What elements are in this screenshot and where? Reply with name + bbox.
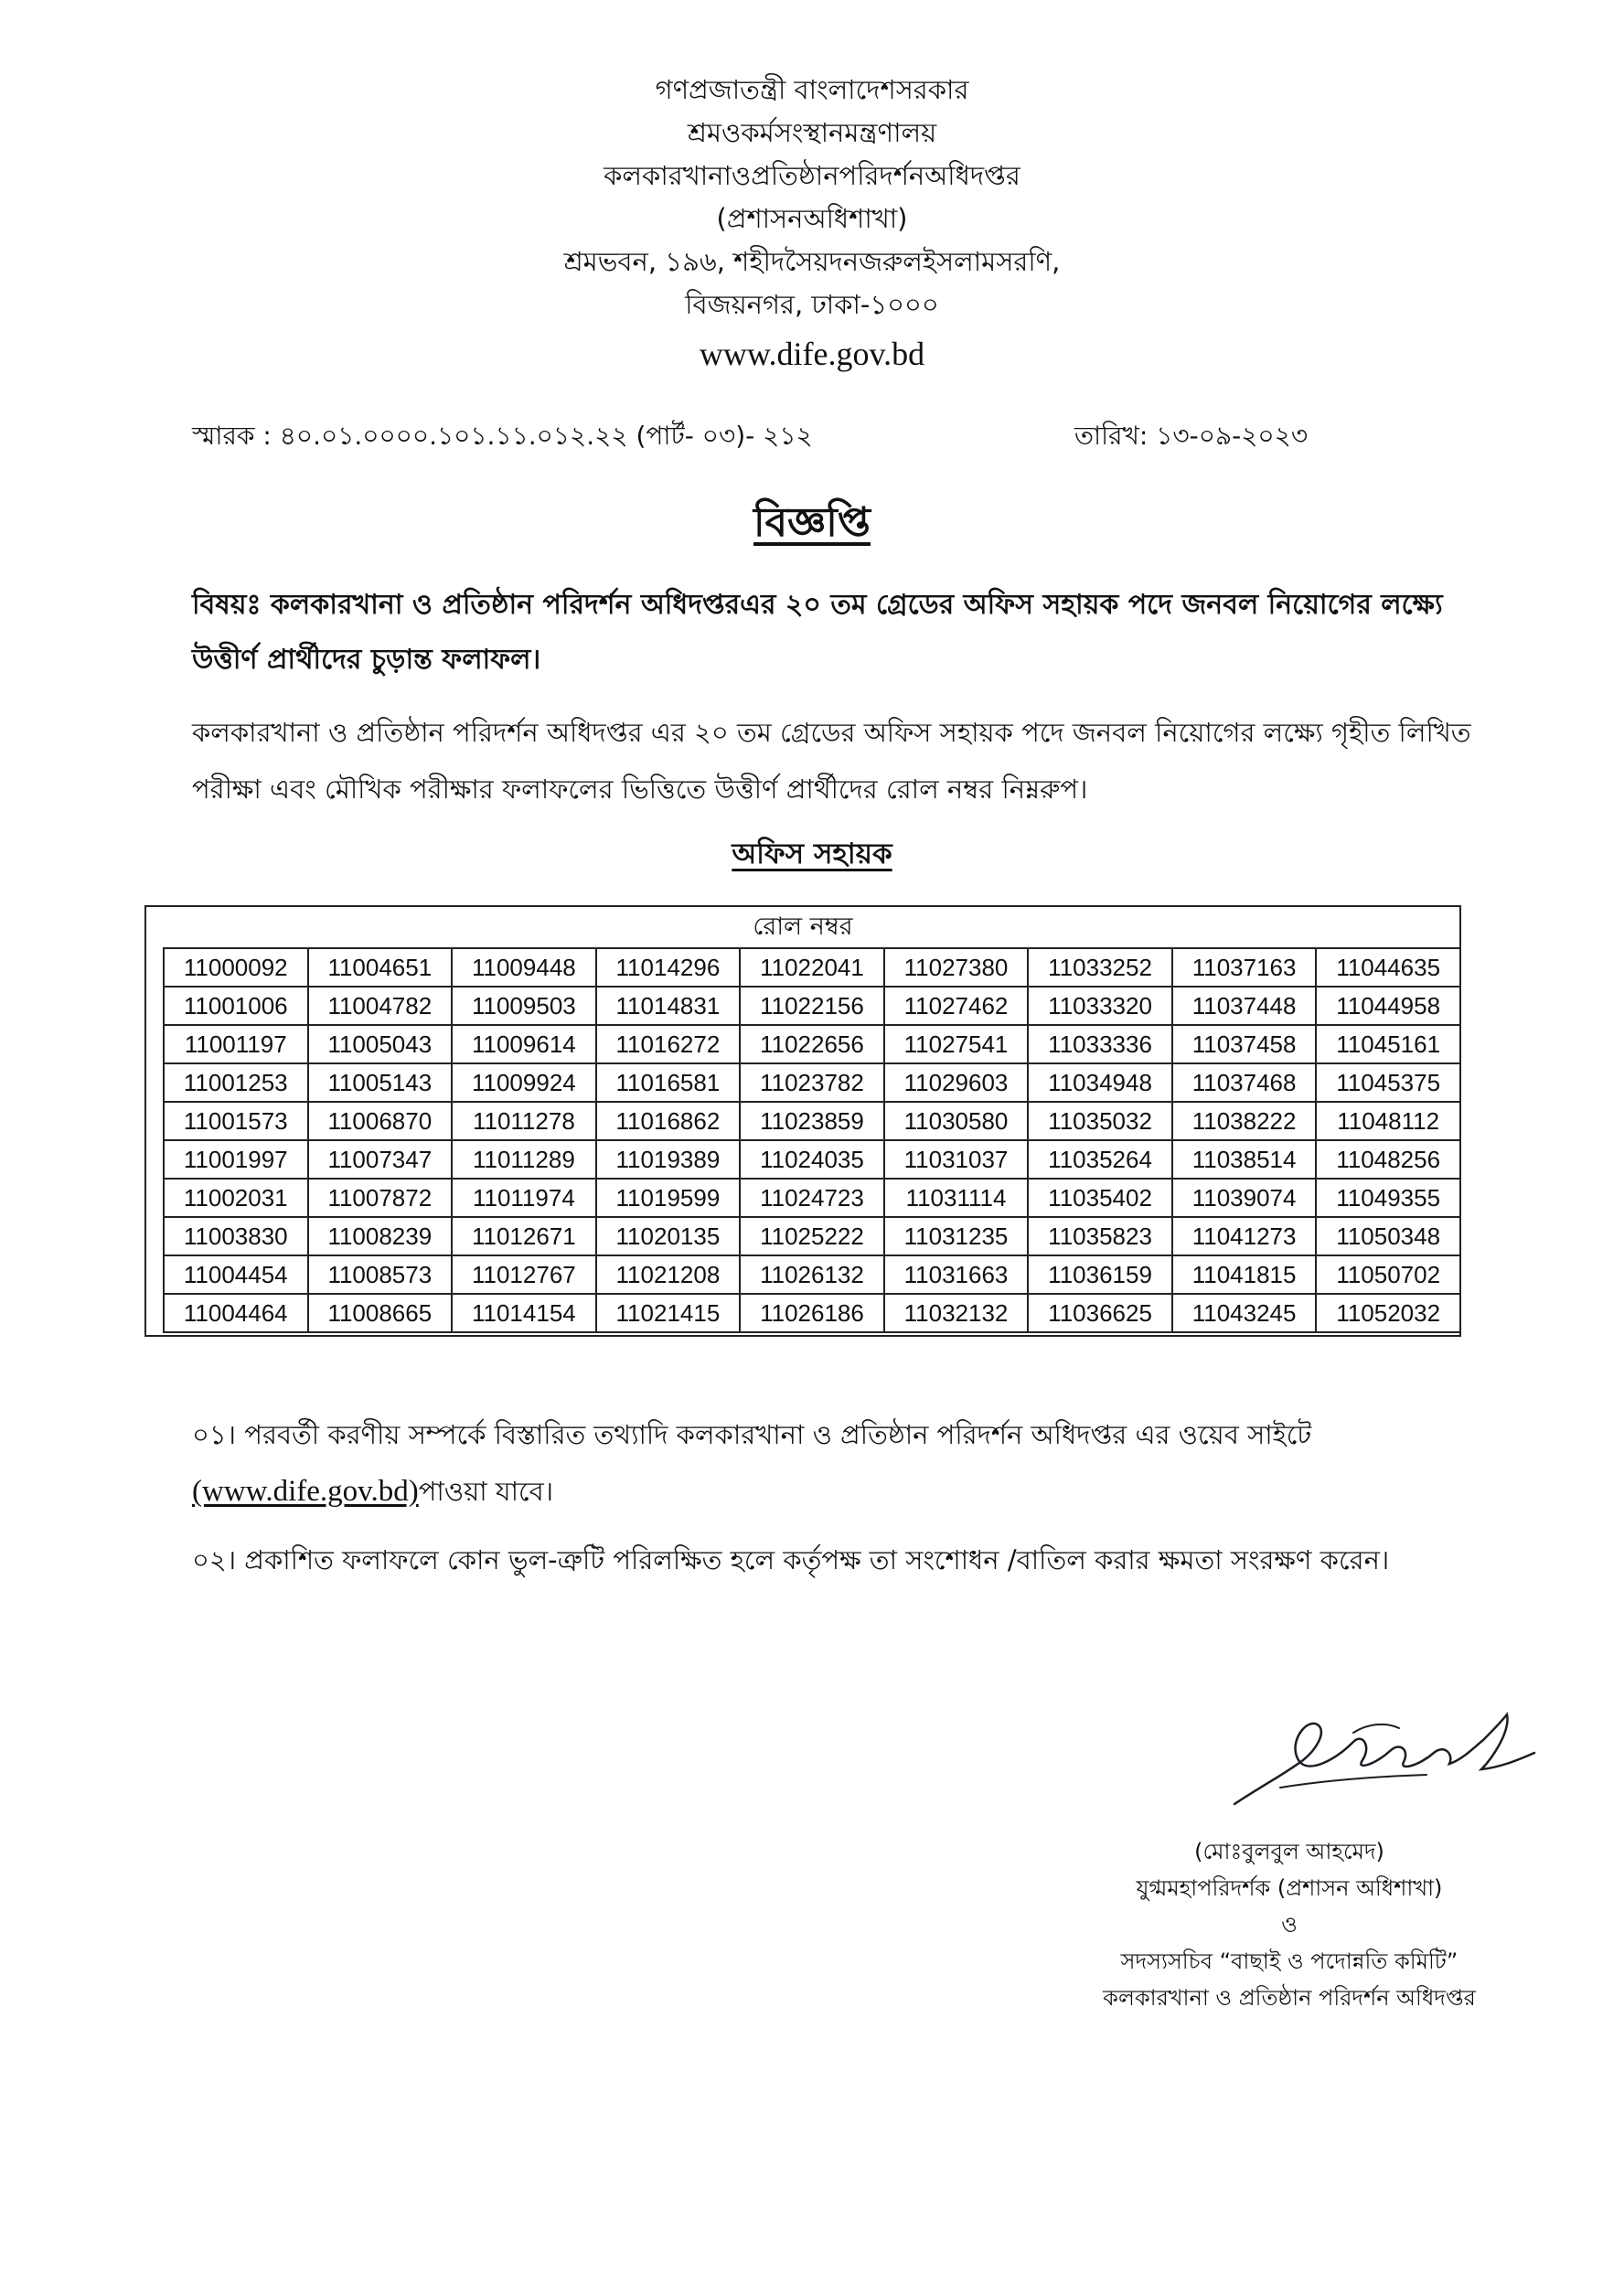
roll-number-caption: রোল নম্বর bbox=[753, 913, 853, 941]
roll-number-cell: 11045375 bbox=[1316, 1063, 1460, 1102]
roll-number-cell: 11044635 bbox=[1316, 948, 1460, 987]
roll-number-cell: 11001573 bbox=[164, 1102, 308, 1140]
roll-number-cell: 11035264 bbox=[1028, 1140, 1172, 1179]
roll-number-cell: 11041815 bbox=[1172, 1255, 1317, 1294]
roll-number-cell: 11036159 bbox=[1028, 1255, 1172, 1294]
signatory-committee-role: সদস্যসচিব “বাছাই ও পদোন্নতি কমিটি” bbox=[1120, 1949, 1458, 1974]
roll-number-cell: 11008665 bbox=[308, 1294, 453, 1332]
roll-number-cell: 11014154 bbox=[452, 1294, 596, 1332]
notice-title bbox=[0, 492, 1624, 559]
roll-number-table bbox=[163, 947, 1461, 1333]
memo-reference: স্মারক : ৪০.০১.০০০০.১০১.১১.০১২.২২ (পার্ট- ০৩)- ২১২ bbox=[192, 421, 813, 451]
letterhead-wing: (প্রশাসনঅধিশাখা) bbox=[716, 203, 908, 234]
roll-number-cell: 11008573 bbox=[308, 1255, 453, 1294]
roll-number-cell: 11041273 bbox=[1172, 1217, 1317, 1255]
roll-number-cell: 11037458 bbox=[1172, 1025, 1317, 1063]
roll-number-cell: 11022656 bbox=[740, 1025, 884, 1063]
note-1-tail: পাওয়া যাবে। bbox=[418, 1476, 554, 1507]
roll-number-cell: 11011974 bbox=[452, 1179, 596, 1217]
roll-number-cell: 11050702 bbox=[1316, 1255, 1460, 1294]
roll-number-cell: 11022156 bbox=[740, 987, 884, 1025]
roll-number-cell: 11014831 bbox=[596, 987, 741, 1025]
roll-number-cell: 11019389 bbox=[596, 1140, 741, 1179]
roll-number-cell: 11032132 bbox=[884, 1294, 1029, 1332]
roll-number-cell: 11009924 bbox=[452, 1063, 596, 1102]
signatory-office: কলকারখানা ও প্রতিষ্ঠান পরিদর্শন অধিদপ্তর bbox=[1103, 1985, 1476, 2011]
roll-number-cell: 11031663 bbox=[884, 1255, 1029, 1294]
roll-number-cell: 11009614 bbox=[452, 1025, 596, 1063]
roll-number-cell: 11020135 bbox=[596, 1217, 741, 1255]
table-heading bbox=[0, 832, 1624, 880]
roll-number-cell: 11004782 bbox=[308, 987, 453, 1025]
roll-number-cell: 11034948 bbox=[1028, 1063, 1172, 1102]
roll-number-cell: 11025222 bbox=[740, 1217, 884, 1255]
roll-number-cell: 11001253 bbox=[164, 1063, 308, 1102]
roll-number-cell: 11022041 bbox=[740, 948, 884, 987]
roll-number-cell: 11049355 bbox=[1316, 1179, 1460, 1217]
roll-number-cell: 11035823 bbox=[1028, 1217, 1172, 1255]
table-row bbox=[164, 1217, 1460, 1255]
roll-number-table-box bbox=[144, 905, 1461, 1337]
signatory-designation: যুগ্মমহাপরিদর্শক (প্রশাসন অধিশাখা) bbox=[1136, 1875, 1443, 1901]
table-heading-text: অফিস সহায়ক bbox=[732, 838, 892, 870]
roll-number-cell: 11037163 bbox=[1172, 948, 1317, 987]
memo-date: তারিখ: ১৩-০৯-২০২৩ bbox=[1074, 421, 1309, 451]
roll-number-cell: 11019599 bbox=[596, 1179, 741, 1217]
roll-number-cell: 11023859 bbox=[740, 1102, 884, 1140]
letterhead-city: বিজয়নগর, ঢাকা-১০০০ bbox=[685, 289, 939, 320]
roll-number-cell: 11007872 bbox=[308, 1179, 453, 1217]
roll-number-cell: 11037468 bbox=[1172, 1063, 1317, 1102]
note-1 bbox=[192, 1406, 1490, 1520]
roll-number-cell: 11038514 bbox=[1172, 1140, 1317, 1179]
roll-number-cell: 11027462 bbox=[884, 987, 1029, 1025]
roll-number-cell: 11001997 bbox=[164, 1140, 308, 1179]
letterhead bbox=[0, 69, 1624, 381]
roll-number-cell: 11027541 bbox=[884, 1025, 1029, 1063]
roll-number-cell: 11027380 bbox=[884, 948, 1029, 987]
roll-number-cell: 11030580 bbox=[884, 1102, 1029, 1140]
table-row bbox=[164, 987, 1460, 1025]
roll-number-cell: 11026186 bbox=[740, 1294, 884, 1332]
roll-number-cell: 11006870 bbox=[308, 1102, 453, 1140]
roll-number-cell: 11024723 bbox=[740, 1179, 884, 1217]
roll-number-cell: 11035402 bbox=[1028, 1179, 1172, 1217]
roll-number-cell: 11033320 bbox=[1028, 987, 1172, 1025]
notice-title-text: বিজ্ঞপ্তি bbox=[753, 499, 871, 546]
roll-number-cell: 11044958 bbox=[1316, 987, 1460, 1025]
roll-number-cell: 11012767 bbox=[452, 1255, 596, 1294]
roll-number-cell: 11012671 bbox=[452, 1217, 596, 1255]
roll-number-cell: 11009448 bbox=[452, 948, 596, 987]
roll-number-cell: 11014296 bbox=[596, 948, 741, 987]
letterhead-address: শ্রমভবন, ১৯৬, শহীদসৈয়দনজরুলইসলামসরণি, bbox=[563, 246, 1061, 277]
roll-number-cell: 11016581 bbox=[596, 1063, 741, 1102]
note-1-text: ০১। পরবর্তী করণীয় সম্পর্কে বিস্তারিত তথ্যাদি কলকারখানা ও প্রতিষ্ঠান পরিদর্শন অধিদপ্তর এর ওয়েব সাইটে bbox=[192, 1419, 1312, 1450]
roll-number-cell: 11031037 bbox=[884, 1140, 1029, 1179]
signatory-name: (মোঃবুলবুল আহমেদ) bbox=[1194, 1839, 1384, 1864]
note-1-link[interactable]: (www.dife.gov.bd) bbox=[192, 1475, 419, 1508]
signatory-conjunction: ও bbox=[1281, 1912, 1298, 1938]
table-row bbox=[164, 1140, 1460, 1179]
roll-number-cell: 11043245 bbox=[1172, 1294, 1317, 1332]
roll-number-cell: 11008239 bbox=[308, 1217, 453, 1255]
roll-number-cell: 11007347 bbox=[308, 1140, 453, 1179]
table-row bbox=[164, 1294, 1460, 1332]
roll-number-cell: 11003830 bbox=[164, 1217, 308, 1255]
roll-number-cell: 11026132 bbox=[740, 1255, 884, 1294]
table-row bbox=[164, 1025, 1460, 1063]
roll-number-cell: 11033336 bbox=[1028, 1025, 1172, 1063]
roll-number-cell: 11024035 bbox=[740, 1140, 884, 1179]
roll-number-cell: 11011289 bbox=[452, 1140, 596, 1179]
table-row bbox=[164, 1255, 1460, 1294]
roll-number-cell: 11023782 bbox=[740, 1063, 884, 1102]
table-row bbox=[164, 948, 1460, 987]
roll-number-cell: 11035032 bbox=[1028, 1102, 1172, 1140]
table-row bbox=[164, 1102, 1460, 1140]
roll-number-cell: 11048256 bbox=[1316, 1140, 1460, 1179]
roll-number-cell: 11005143 bbox=[308, 1063, 453, 1102]
roll-number-cell: 11031235 bbox=[884, 1217, 1029, 1255]
table-row bbox=[164, 1063, 1460, 1102]
subject-line: বিষয়ঃ কলকারখানা ও প্রতিষ্ঠান পরিদর্শন অধিদপ্তরএর ২০ তম গ্রেডের অফিস সহায়ক পদে জনবল নিয়োগের লক্ষ্যে উত্তীর্ণ প্রার্থীদের চুড়ান্ত ফলাফল। bbox=[192, 589, 1443, 676]
roll-number-cell: 11004464 bbox=[164, 1294, 308, 1332]
letterhead-department: কলকারখানাওপ্রতিষ্ঠানপরিদর্শনঅধিদপ্তর bbox=[604, 160, 1020, 191]
roll-number-cell: 11016862 bbox=[596, 1102, 741, 1140]
roll-number-cell: 11036625 bbox=[1028, 1294, 1172, 1332]
roll-number-cell: 11001197 bbox=[164, 1025, 308, 1063]
roll-number-cell: 11050348 bbox=[1316, 1217, 1460, 1255]
letterhead-government: গণপ্রজাতন্ত্রী বাংলাদেশসরকার bbox=[655, 74, 969, 105]
roll-number-cell: 11038222 bbox=[1172, 1102, 1317, 1140]
letterhead-website: www.dife.gov.bd bbox=[699, 336, 925, 372]
roll-number-cell: 11048112 bbox=[1316, 1102, 1460, 1140]
roll-number-cell: 11045161 bbox=[1316, 1025, 1460, 1063]
signature-icon bbox=[1216, 1696, 1545, 1824]
roll-number-cell: 11009503 bbox=[452, 987, 596, 1025]
roll-number-cell: 11002031 bbox=[164, 1179, 308, 1217]
roll-number-cell: 11021415 bbox=[596, 1294, 741, 1332]
roll-number-cell: 11011278 bbox=[452, 1102, 596, 1140]
roll-number-cell: 11031114 bbox=[884, 1179, 1029, 1217]
letterhead-ministry: শ্রমওকর্মসংস্থানমন্ত্রণালয় bbox=[687, 117, 937, 148]
roll-number-cell: 11016272 bbox=[596, 1025, 741, 1063]
roll-number-cell: 11004454 bbox=[164, 1255, 308, 1294]
roll-number-cell: 11005043 bbox=[308, 1025, 453, 1063]
roll-number-cell: 11000092 bbox=[164, 948, 308, 987]
note-2: ০২। প্রকাশিত ফলাফলে কোন ভুল-ত্রুটি পরিলক্ষিত হলে কর্তৃপক্ষ তা সংশোধন /বাতিল করার ক্ষমতা সংরক্ষণ করেন। bbox=[192, 1544, 1390, 1575]
roll-number-cell: 11004651 bbox=[308, 948, 453, 987]
roll-number-cell: 11039074 bbox=[1172, 1179, 1317, 1217]
signatory-block bbox=[1015, 1833, 1564, 2016]
roll-number-cell: 11037448 bbox=[1172, 987, 1317, 1025]
table-row bbox=[164, 1179, 1460, 1217]
roll-number-cell: 11001006 bbox=[164, 987, 308, 1025]
roll-number-cell: 11033252 bbox=[1028, 948, 1172, 987]
intro-paragraph: কলকারখানা ও প্রতিষ্ঠান পরিদর্শন অধিদপ্তর এর ২০ তম গ্রেডের অফিস সহায়ক পদে জনবল নিয়োগের লক্ষ্যে গৃহীত লিখিত পরীক্ষা এবং মৌখিক পরীক্ষার ফলাফলের ভিত্তিতে উত্তীর্ণ প্রার্থীদের রোল নম্বর নিম্নরুপ। bbox=[192, 717, 1471, 805]
roll-number-cell: 11029603 bbox=[884, 1063, 1029, 1102]
roll-number-cell: 11021208 bbox=[596, 1255, 741, 1294]
roll-number-cell: 11052032 bbox=[1316, 1294, 1460, 1332]
